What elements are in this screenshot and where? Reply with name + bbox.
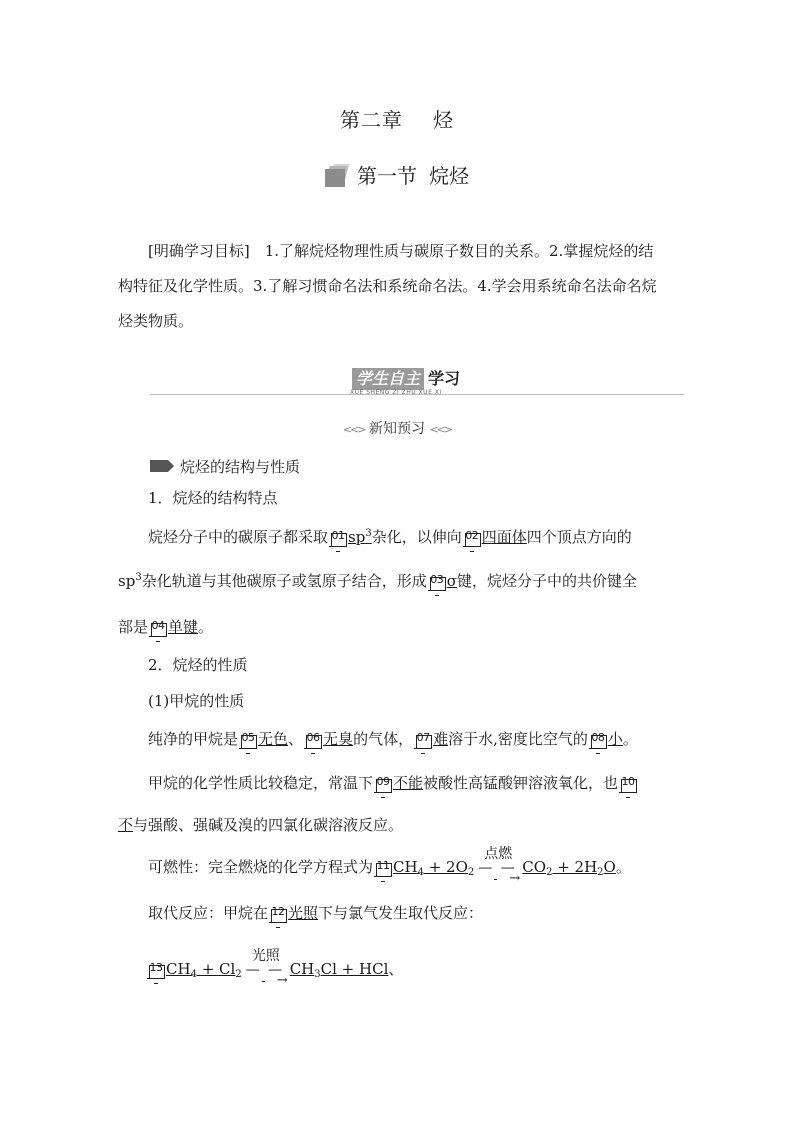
substitution-reactants: $CH_4 + Cl_2$ — [166, 960, 242, 980]
answer-08: 小 — [607, 730, 623, 748]
substitution-line-1: 取代反应：甲烷在 12 光照下与氯气发生取代反应： — [148, 896, 483, 931]
diamond-arrow-right-icon: <<> — [429, 423, 452, 436]
blank-12: 12 — [269, 903, 287, 923]
reaction-arrow-light: 光照 — — → — [244, 957, 288, 977]
answer-07: 难 — [433, 730, 449, 748]
objectives-line-3: 烃类物质。 — [118, 312, 194, 330]
blank-11: 11 — [374, 857, 392, 877]
chapter-number: 第二章 — [340, 108, 403, 132]
objectives-line-2: 构特征及化学性质。3.了解习惯命名法和系统命名法。4.学会用系统命名法命名烷 — [118, 277, 657, 295]
answer-03: σ — [446, 572, 457, 590]
blank-05: 05 — [239, 729, 257, 749]
section-name: 烷烃 — [429, 164, 469, 188]
blank-02: 02 — [463, 527, 481, 547]
chemical-line-1: 甲烷的化学性质比较稳定，常温下 09 不能被酸性高锰酸钾溶液氧化，也 10 — [148, 766, 638, 801]
chapter-title — [0, 104, 794, 133]
substitution-products: $CH_3Cl$ + HCl — [289, 960, 389, 980]
answer-10: 不 — [118, 816, 134, 834]
answer-04: 单键 — [168, 618, 199, 636]
topic-heading-label: 烷烃的结构与性质 — [180, 458, 301, 476]
physical-line: 纯净的甲烷是 05 无色、 06 无臭的气体， 07 难溶于水,密度比空气的 08 小。 — [148, 722, 638, 757]
blank-06: 06 — [304, 729, 322, 749]
answer-12: 光照 — [288, 904, 319, 922]
chapter-name: 烃 — [433, 108, 454, 132]
section-title — [0, 160, 794, 189]
banner-highlight: 学生自主 — [352, 368, 424, 390]
structure-line-1: 烷烃分子中的碳原子都采取 01 $sp^3$杂化，以伸向 02 四面体四个顶点方向的 — [148, 520, 632, 555]
combustion-reactants: $CH_4 + 2O_2$ — [393, 858, 475, 878]
substitution-equation: 13 $CH_4 + Cl_2$ 光照 — — → $CH_3Cl$ + HCl、 — [146, 952, 403, 987]
subheading-properties: 2．烷烃的性质 — [148, 656, 248, 674]
condition-ignite: 点燃 — [484, 846, 513, 862]
combustion-line: 可燃性：完全燃烧的化学方程式为 11 $CH_4 + 2O_2$ 点燃 — — → $CO_2 + 2H_2O$。 — [148, 850, 631, 885]
answer-06: 无臭 — [323, 730, 354, 748]
topic-heading — [150, 456, 300, 477]
structure-line-2: $sp^3$杂化轨道与其他碳原子或氢原子结合，形成 03 σ键，烷烃分子中的共价键全 — [118, 564, 637, 599]
answer-05: 无色 — [258, 730, 289, 748]
answer-09: 不能 — [393, 774, 424, 792]
section-number: 第一节 — [357, 164, 417, 188]
chemical-line-2: 不与强酸、强碱及溴的四氯化碳溶液反应。 — [118, 816, 404, 834]
blank-04: 04 — [149, 617, 167, 637]
structure-line-3: 部是 04 单键。 — [118, 610, 213, 645]
blank-03: 03 — [428, 571, 446, 591]
blank-09: 09 — [374, 773, 392, 793]
condition-light: 光照 — [251, 948, 280, 964]
blank-01: 01 — [329, 527, 347, 547]
answer-02: 四面体 — [481, 528, 527, 546]
subheading-structure: 1．烷烃的结构特点 — [148, 489, 278, 507]
topic-marker-icon — [150, 460, 168, 472]
section-banner — [150, 364, 684, 400]
preview-heading — [0, 418, 794, 438]
subheading-methane: (1)甲烷的性质 — [148, 692, 245, 710]
banner-rest: 学习 — [428, 369, 461, 388]
blank-10: 10 — [619, 773, 637, 793]
reaction-arrow-ignite: 点燃 — — → — [476, 855, 520, 875]
answer-01: $sp^3$ — [348, 528, 372, 546]
book-icon — [325, 163, 349, 187]
banner-pinyin: XUE SHENG ZI ZHU XUE XI — [350, 389, 442, 396]
banner-title — [352, 368, 464, 390]
combustion-products: $CO_2 + 2H_2O$ — [522, 858, 616, 878]
objectives-line-1: [明确学习目标] 1.了解烷烃物理性质与碳原子数目的关系。2.掌握烷烃的结 — [148, 242, 654, 260]
blank-08: 08 — [589, 729, 607, 749]
diamond-arrow-left-icon: <<> — [342, 423, 365, 436]
blank-07: 07 — [414, 729, 432, 749]
preview-label: 新知预习 — [369, 421, 425, 437]
blank-13: 13 — [147, 959, 165, 979]
